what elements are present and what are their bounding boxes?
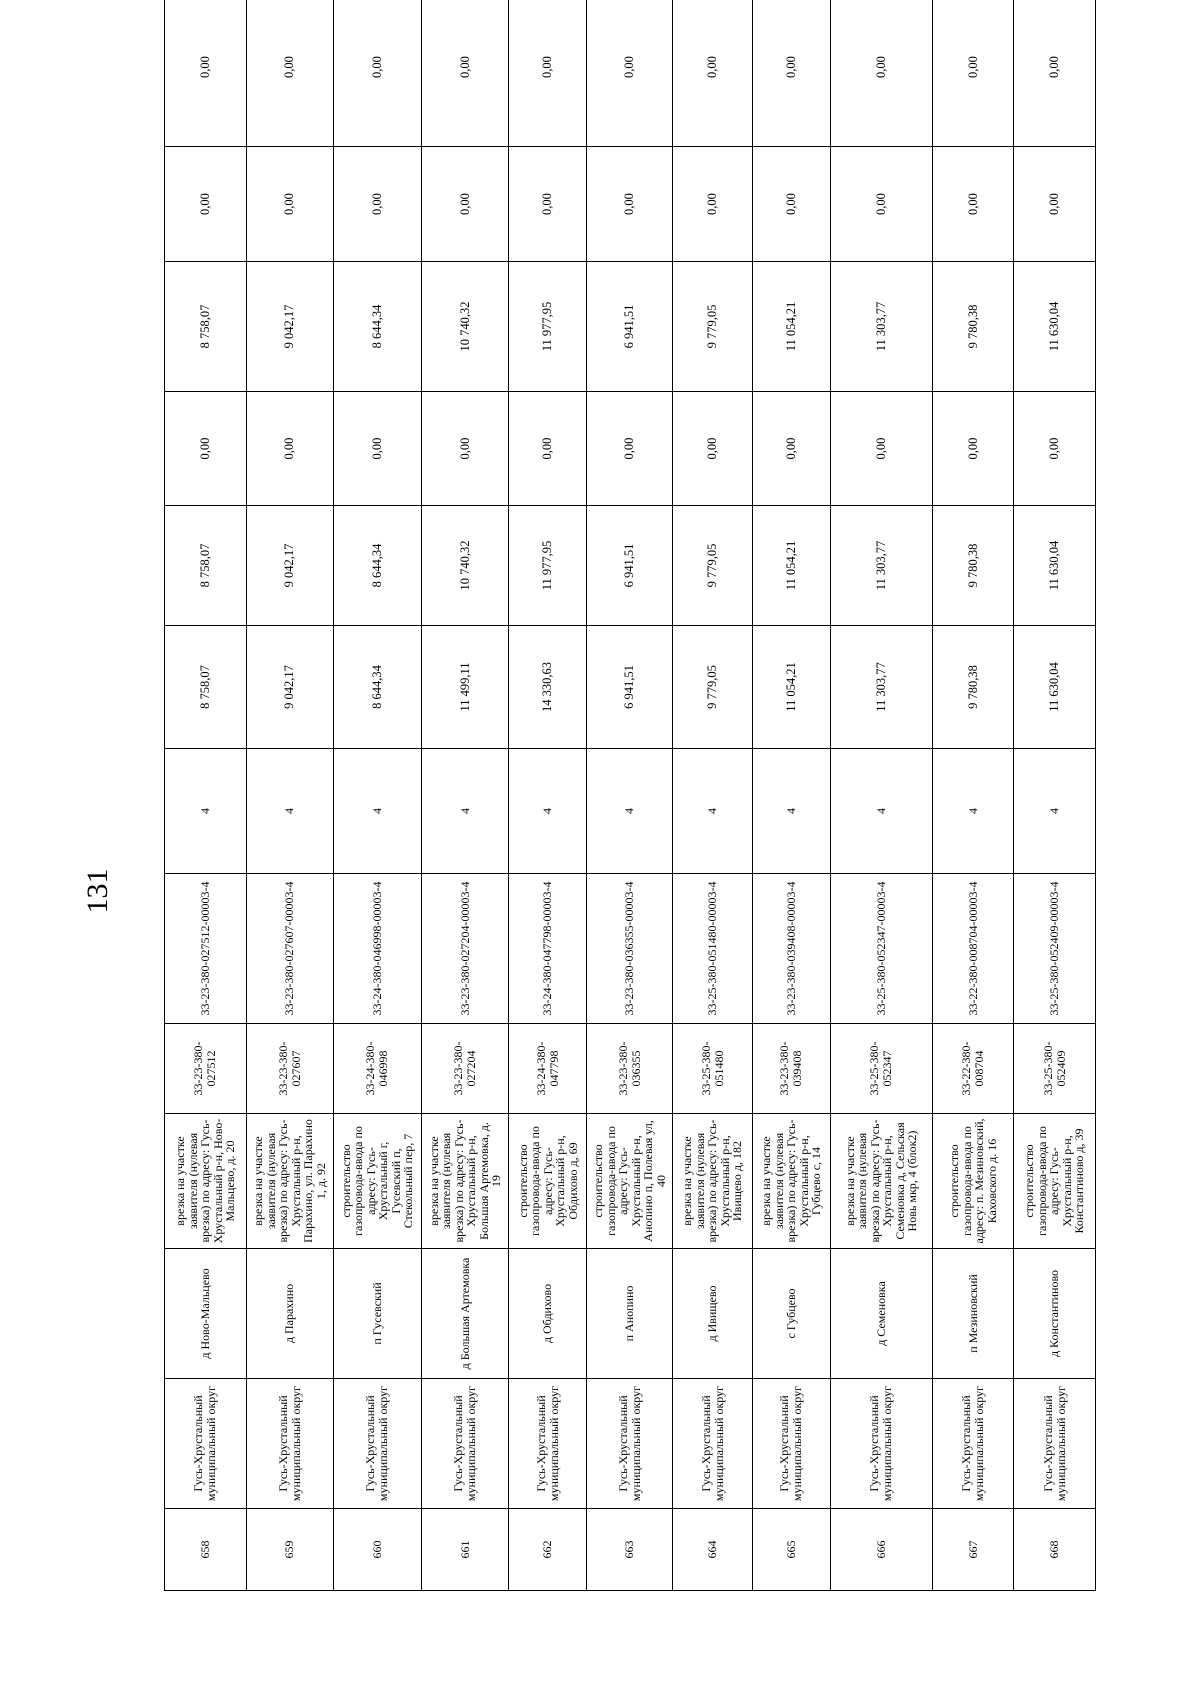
amount-cell-1: 11 054,21 xyxy=(752,626,830,749)
settlement-cell: д Ивищево xyxy=(673,1249,752,1379)
amount-cell-2: 9 780,38 xyxy=(932,506,1014,626)
object-code-cell: 33-23-380-036355 xyxy=(587,1024,673,1114)
table-row xyxy=(1014,0,1096,1591)
table-row xyxy=(246,0,333,1591)
district-cell: Гусь-Хрустальный муниципальный округ xyxy=(587,1379,673,1509)
category-cell: 4 xyxy=(752,749,830,874)
amount-cell-3: 0,00 xyxy=(830,392,932,506)
district-cell: Гусь-Хрустальный муниципальный округ xyxy=(1014,1379,1096,1509)
amount-cell-3: 0,00 xyxy=(932,392,1014,506)
row-number-cell: 659 xyxy=(246,1509,333,1591)
row-number-cell: 663 xyxy=(587,1509,673,1591)
amount-cell-4: 11 630,04 xyxy=(1014,262,1096,392)
object-code-cell: 33-22-380-008704 xyxy=(932,1024,1014,1114)
district-cell: Гусь-Хрустальный муниципальный округ xyxy=(165,1379,247,1509)
object-code-cell: 33-23-380-027512 xyxy=(165,1024,247,1114)
work-description-cell: врезка на участке заявителя (нулевая врезка) по адресу: Гусь-Хрустальный р-н, Парахино, ул. Парахино 1, д. 92 xyxy=(246,1114,333,1249)
category-cell: 4 xyxy=(333,749,421,874)
amount-cell-5: 0,00 xyxy=(333,147,421,262)
amount-cell-6: 0,00 xyxy=(1014,0,1096,147)
rotated-table-container xyxy=(164,56,1096,1591)
amount-cell-4: 9 779,05 xyxy=(673,262,752,392)
amount-cell-4: 10 740,32 xyxy=(422,262,509,392)
work-description-cell: врезка на участке заявителя (нулевая врезка) по адресу: Гусь-Хрустальный р-н, Большая Артемовка, д. 19 xyxy=(422,1114,509,1249)
district-cell: Гусь-Хрустальный муниципальный округ xyxy=(422,1379,509,1509)
district-cell: Гусь-Хрустальный муниципальный округ xyxy=(246,1379,333,1509)
object-code-cell: 33-25-380-051480 xyxy=(673,1024,752,1114)
table-row xyxy=(333,0,421,1591)
work-description-cell: врезка на участке заявителя (нулевая врезка) по адресу: Гусь-Хрустальный р-н, Ивищево д, 182 xyxy=(673,1114,752,1249)
table-row xyxy=(422,0,509,1591)
category-cell: 4 xyxy=(509,749,587,874)
full-code-cell: 33-25-380-052409-00003-4 xyxy=(1014,874,1096,1024)
amount-cell-3: 0,00 xyxy=(673,392,752,506)
amount-cell-2: 8 644,34 xyxy=(333,506,421,626)
amount-cell-2: 8 758,07 xyxy=(165,506,247,626)
amount-cell-6: 0,00 xyxy=(673,0,752,147)
amount-cell-4: 11 977,95 xyxy=(509,262,587,392)
amount-cell-6: 0,00 xyxy=(422,0,509,147)
row-number-cell: 661 xyxy=(422,1509,509,1591)
category-cell: 4 xyxy=(165,749,247,874)
amount-cell-1: 8 644,34 xyxy=(333,626,421,749)
table-row xyxy=(587,0,673,1591)
full-code-cell: 33-24-380-046998-00003-4 xyxy=(333,874,421,1024)
amount-cell-4: 11 303,77 xyxy=(830,262,932,392)
category-cell: 4 xyxy=(673,749,752,874)
amount-cell-6: 0,00 xyxy=(587,0,673,147)
amount-cell-2: 11 054,21 xyxy=(752,506,830,626)
amount-cell-2: 6 941,51 xyxy=(587,506,673,626)
amount-cell-6: 0,00 xyxy=(246,0,333,147)
amount-cell-1: 11 630,04 xyxy=(1014,626,1096,749)
full-code-cell: 33-23-380-027204-00003-4 xyxy=(422,874,509,1024)
amount-cell-3: 0,00 xyxy=(587,392,673,506)
work-description-cell: строительство газопровода-ввода по адресу: Гусь-Хрустальный р-н, Обдихово д, 69 xyxy=(509,1114,587,1249)
amount-cell-5: 0,00 xyxy=(673,147,752,262)
amount-cell-1: 6 941,51 xyxy=(587,626,673,749)
row-number-cell: 667 xyxy=(932,1509,1014,1591)
amount-cell-5: 0,00 xyxy=(246,147,333,262)
work-description-cell: строительство газопровода-ввода по адресу: Гусь-Хрустальный р-н, Константиново д, 39 xyxy=(1014,1114,1096,1249)
amount-cell-2: 11 977,95 xyxy=(509,506,587,626)
amount-cell-6: 0,00 xyxy=(752,0,830,147)
category-cell: 4 xyxy=(830,749,932,874)
amount-cell-1: 9 042,17 xyxy=(246,626,333,749)
work-description-cell: строительство газопровода-ввода по адресу: Гусь-Хрустальный г, Гусевский п, Стекольный пер, 7 xyxy=(333,1114,421,1249)
settlement-cell: д Ново-Мальцево xyxy=(165,1249,247,1379)
amount-cell-3: 0,00 xyxy=(422,392,509,506)
table-row xyxy=(830,0,932,1591)
amount-cell-5: 0,00 xyxy=(422,147,509,262)
category-cell: 4 xyxy=(1014,749,1096,874)
category-cell: 4 xyxy=(422,749,509,874)
settlement-cell: д Семеновка xyxy=(830,1249,932,1379)
amount-cell-4: 9 042,17 xyxy=(246,262,333,392)
amount-cell-4: 11 054,21 xyxy=(752,262,830,392)
amount-cell-4: 8 758,07 xyxy=(165,262,247,392)
amount-cell-2: 9 042,17 xyxy=(246,506,333,626)
work-description-cell: врезка на участке заявителя (нулевая врезка) по адресу: Гусь-Хрустальный р-н, Семеновка д, Сельская Новь мкр, 4 (блок2) xyxy=(830,1114,932,1249)
district-cell: Гусь-Хрустальный муниципальный округ xyxy=(830,1379,932,1509)
table-row xyxy=(165,0,247,1591)
amount-cell-5: 0,00 xyxy=(1014,147,1096,262)
amount-cell-6: 0,00 xyxy=(333,0,421,147)
table-row xyxy=(673,0,752,1591)
full-code-cell: 33-25-380-051480-00003-4 xyxy=(673,874,752,1024)
amount-cell-1: 11 499,11 xyxy=(422,626,509,749)
amount-cell-1: 8 758,07 xyxy=(165,626,247,749)
object-code-cell: 33-24-380-046998 xyxy=(333,1024,421,1114)
category-cell: 4 xyxy=(587,749,673,874)
amount-cell-2: 11 630,04 xyxy=(1014,506,1096,626)
row-number-cell: 664 xyxy=(673,1509,752,1591)
amount-cell-3: 0,00 xyxy=(1014,392,1096,506)
table-row xyxy=(509,0,587,1591)
amount-cell-6: 0,00 xyxy=(830,0,932,147)
page-number: 131 xyxy=(81,868,114,914)
row-number-cell: 668 xyxy=(1014,1509,1096,1591)
amount-cell-5: 0,00 xyxy=(752,147,830,262)
full-code-cell: 33-23-380-027512-00003-4 xyxy=(165,874,247,1024)
settlement-cell: д Парахино xyxy=(246,1249,333,1379)
amount-cell-5: 0,00 xyxy=(830,147,932,262)
settlement-cell: п Мезиновский xyxy=(932,1249,1014,1379)
amount-cell-3: 0,00 xyxy=(165,392,247,506)
district-cell: Гусь-Хрустальный муниципальный округ xyxy=(932,1379,1014,1509)
table-row xyxy=(932,0,1014,1591)
amount-cell-2: 9 779,05 xyxy=(673,506,752,626)
amount-cell-3: 0,00 xyxy=(333,392,421,506)
gas-connections-table xyxy=(164,0,1096,1591)
amount-cell-6: 0,00 xyxy=(165,0,247,147)
table-body xyxy=(165,0,1096,1591)
amount-cell-5: 0,00 xyxy=(587,147,673,262)
amount-cell-5: 0,00 xyxy=(509,147,587,262)
amount-cell-5: 0,00 xyxy=(165,147,247,262)
district-cell: Гусь-Хрустальный муниципальный округ xyxy=(333,1379,421,1509)
amount-cell-6: 0,00 xyxy=(509,0,587,147)
full-code-cell: 33-23-380-039408-00003-4 xyxy=(752,874,830,1024)
full-code-cell: 33-24-380-047798-00003-4 xyxy=(509,874,587,1024)
work-description-cell: врезка на участке заявителя (нулевая врезка) по адресу: Гусь-Хрустальный р-н, Губцево с, 14 xyxy=(752,1114,830,1249)
work-description-cell: врезка на участке заявителя (нулевая врезка) по адресу: Гусь-Хрустальный р-н, Ново-Мальцево, д. 20 xyxy=(165,1114,247,1249)
amount-cell-4: 6 941,51 xyxy=(587,262,673,392)
amount-cell-1: 11 303,77 xyxy=(830,626,932,749)
settlement-cell: д Большая Артемовка xyxy=(422,1249,509,1379)
category-cell: 4 xyxy=(246,749,333,874)
row-number-cell: 660 xyxy=(333,1509,421,1591)
object-code-cell: 33-25-380-052409 xyxy=(1014,1024,1096,1114)
district-cell: Гусь-Хрустальный муниципальный округ xyxy=(752,1379,830,1509)
full-code-cell: 33-23-380-036355-00003-4 xyxy=(587,874,673,1024)
work-description-cell: строительство газопровода-ввода по адресу: п. Мезиновский, Каховского д. 16 xyxy=(932,1114,1014,1249)
district-cell: Гусь-Хрустальный муниципальный округ xyxy=(673,1379,752,1509)
row-number-cell: 662 xyxy=(509,1509,587,1591)
amount-cell-3: 0,00 xyxy=(246,392,333,506)
settlement-cell: п Гусевский xyxy=(333,1249,421,1379)
amount-cell-1: 9 779,05 xyxy=(673,626,752,749)
settlement-cell: д Обдихово xyxy=(509,1249,587,1379)
amount-cell-1: 14 330,63 xyxy=(509,626,587,749)
row-number-cell: 658 xyxy=(165,1509,247,1591)
category-cell: 4 xyxy=(932,749,1014,874)
amount-cell-1: 9 780,38 xyxy=(932,626,1014,749)
object-code-cell: 33-23-380-039408 xyxy=(752,1024,830,1114)
object-code-cell: 33-25-380-052347 xyxy=(830,1024,932,1114)
amount-cell-2: 10 740,32 xyxy=(422,506,509,626)
full-code-cell: 33-23-380-027607-00003-4 xyxy=(246,874,333,1024)
amount-cell-6: 0,00 xyxy=(932,0,1014,147)
amount-cell-2: 11 303,77 xyxy=(830,506,932,626)
amount-cell-4: 9 780,38 xyxy=(932,262,1014,392)
amount-cell-3: 0,00 xyxy=(509,392,587,506)
district-cell: Гусь-Хрустальный муниципальный округ xyxy=(509,1379,587,1509)
object-code-cell: 33-23-380-027204 xyxy=(422,1024,509,1114)
amount-cell-3: 0,00 xyxy=(752,392,830,506)
work-description-cell: строительство газопровода-ввода по адресу: Гусь-Хрустальный р-н, Анопино п, Полевая ул, 40 xyxy=(587,1114,673,1249)
object-code-cell: 33-23-380-027607 xyxy=(246,1024,333,1114)
object-code-cell: 33-24-380-047798 xyxy=(509,1024,587,1114)
amount-cell-4: 8 644,34 xyxy=(333,262,421,392)
row-number-cell: 665 xyxy=(752,1509,830,1591)
table-row xyxy=(752,0,830,1591)
settlement-cell: п Анопино xyxy=(587,1249,673,1379)
full-code-cell: 33-22-380-008704-00003-4 xyxy=(932,874,1014,1024)
full-code-cell: 33-25-380-052347-00003-4 xyxy=(830,874,932,1024)
amount-cell-5: 0,00 xyxy=(932,147,1014,262)
settlement-cell: с Губцево xyxy=(752,1249,830,1379)
row-number-cell: 666 xyxy=(830,1509,932,1591)
settlement-cell: д Константиново xyxy=(1014,1249,1096,1379)
